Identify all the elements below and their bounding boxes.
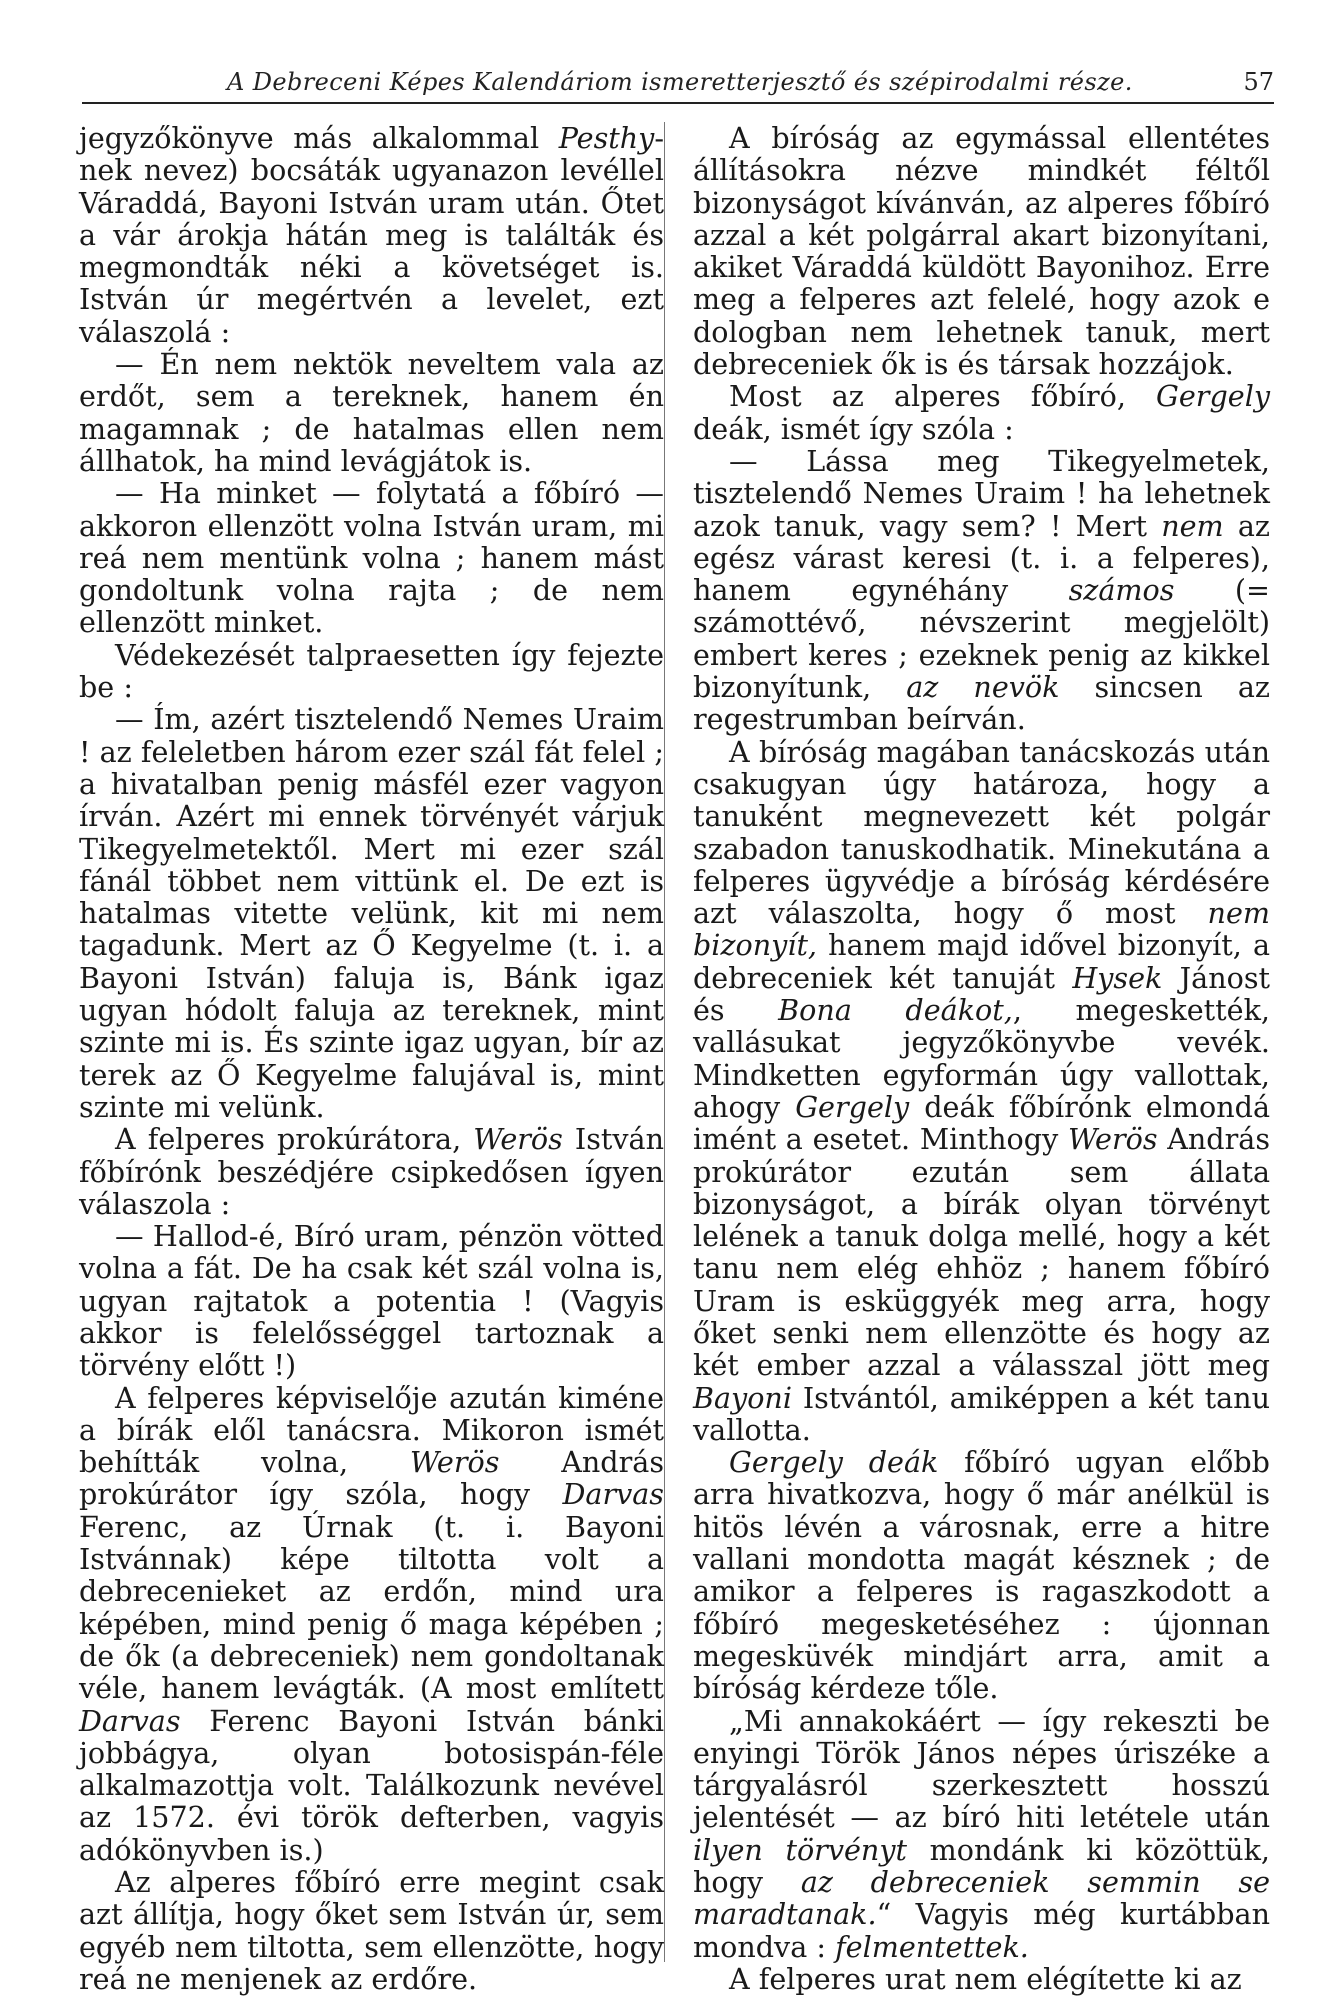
paragraph: — Ha minket — folytatá a főbíró — akkoron ellenzött volna István uram, mi reá nem mentünk volna ; hanem mást gondoltunk volna rajta ; de nem ellenzött minket. (79, 476, 664, 640)
paragraph: A bíróság magában tanácskozás után csakugyan úgy határoza, hogy a tanuként megnevezett két polgár szabadon tanuskodhatik. Minekutána a felperes ügyvédje a bíróság kérdésére azt válaszolta, hogy ő most nem bizonyít, hanem majd idővel bizonyít, a debreceniek két tanuját Hysek Jánost és Bona deákot,, megeskették, vallásukat jegyzőkönyvbe vevék. Mindketten egyformán úgy vallottak, ahogy Gergely deák főbírónk elmondá imént a esetet. Minthogy Werös András prokúrátor ezután sem állata bizonyságot, a bírák olyan törvényt lelének a tanuk dolga mellé, hogy a két tanu nem elég ehhöz ; hanem főbíró Uram is esküggyék meg arra, hogy őket senki nem ellenzötte és hogy az két ember azzal a válasszal jött meg Bayoni Istvántól, amiképpen a két tanu vallotta. (693, 734, 1270, 1447)
paragraph: „Mi annakokáért — így rekeszti be enyingi Török János népes úriszéke a tárgyalásról szerkesztett hosszú jelentését — az bíró hiti letétele után ilyen törvényt mondánk ki közöttük, hogy az debreceniek semmin se maradtanak.“ Vagyis még kurtábban mondva : felmentettek. (693, 1703, 1270, 1964)
paragraph: — Én nem nektök neveltem vala az erdőt, sem a tereknek, hanem én magamnak ; de hatalmas ellen nem állhatok, ha mind levágjátok is. (79, 347, 664, 478)
paragraph: — Ím, azért tisztelendő Nemes Uraim ! az feleletben három ezer szál fát felel ; a hivatalban penig másfél ezer vagyon írván. Azért mi ennek törvényét várjuk Tikegyelmetektől. Mert mi ezer szál fánál többet nem vittünk el. De ezt is hatalmas vitette velünk, kit mi nem tagadunk. Mert az Ő Kegyelme (t. i. a Bayoni István) faluja is, Bánk igaz ugyan hódolt faluja az tereknek, mint szinte mi is. És szinte igaz ugyan, bír az terek az Ő Kegyelme falujával is, mint szinte mi velünk. (79, 702, 664, 1124)
paragraph: jegyzőkönyve más alkalommal Pesthy-nek nevez) bocsáták ugyanazon levéllel Váraddá, Bayoni István uram után. Őtet a vár árokja hátán meg is találták és megmondták néki a követséget is. István úr megértvén a levelet, ezt válaszolá : (79, 121, 664, 349)
paragraph: A bíróság az egymással ellentétes állításokra nézve mindkét féltől bizonyságot kívánván, az alperes főbíró azzal a két polgárral akart bizonyítani, akiket Váraddá küldött Bayonihoz. Erre meg a felperes azt felelé, hogy azok e dologban nem lehetnek tanuk, mert debreceniek ők is és társak hozzájok. (693, 121, 1270, 382)
left-column (79, 122, 664, 1995)
running-header (82, 68, 1274, 104)
paragraph: A felperes urat nem elégítette ki az (729, 1961, 1242, 1996)
paragraph: Az alperes főbíró erre megint csak azt állítja, hogy őket sem István úr, sem egyéb nem tiltotta, sem ellenzötte, hogy reá ne menjenek az erdőre. (79, 1865, 664, 1996)
paragraph: A felperes képviselője azután kiméne a bírák elől tanácsra. Mikoron ismét behítták volna, Werös András prokúrátor így szóla, hogy Darvas Ferenc, az Úrnak (t. i. Bayoni Istvánnak) képe tiltotta volt a debrecenieket az erdőn, mind ura képében, mind penig ő maga képében ; de ők (a debreceniek) nem gondoltanak véle, hanem levágták. (A most említett Darvas Ferenc Bayoni István bánki jobbágya, olyan botosispán-féle alkalmazottja volt. Találkozunk nevével az 1572. évi török defterben, vagyis adókönyvben is.) (79, 1380, 664, 1867)
header-title: A Debreceni Képes Kalendáriom ismeretterjesztő és szépirodalmi része. (227, 68, 1133, 96)
page-number: 57 (1243, 68, 1274, 96)
paragraph: Most az alperes főbíró, Gergely deák, ismét így szóla : (693, 379, 1270, 446)
paragraph: — Lássa meg Tikegyelmetek, tisztelendő Nemes Uraim ! ha lehetnek azok tanuk, vagy sem? ! Mert nem az egész várast keresi (t. i. a felperes), hanem egynéhány számos (= számottévő, névszerint megjelölt) embert keres ; ezeknek penig az kikkel bizonyítunk, az nevök sincsen az regestrumban beírván. (693, 443, 1271, 737)
paragraph: — Hallod-é, Bíró uram, pénzön vötted volna a fát. De ha csak két szál volna is, ugyan rajtatok a potentia ! (Vagyis akkor is felelősséggel tartoznak a törvény előtt !) (79, 1219, 664, 1383)
right-column (693, 122, 1270, 1995)
column-divider (664, 122, 665, 1962)
paragraph: A felperes prokúrátora, Werös István főbírónk beszédjére csipkedősen ígyen válaszola : (79, 1122, 664, 1221)
paragraph: Védekezését talpraesetten így fejezte be : (79, 637, 664, 705)
paragraph: Gergely deák főbíró ugyan előbb arra hivatkozva, hogy ő már anélkül is hitös lévén a városnak, erre a hitre vallani mondotta magát késznek ; de amikor a felperes is ragaszkodott a főbíró megesketéséhez : újonnan megesküvék mindjárt arra, amit a bíróság kérdeze tőle. (693, 1445, 1270, 1706)
